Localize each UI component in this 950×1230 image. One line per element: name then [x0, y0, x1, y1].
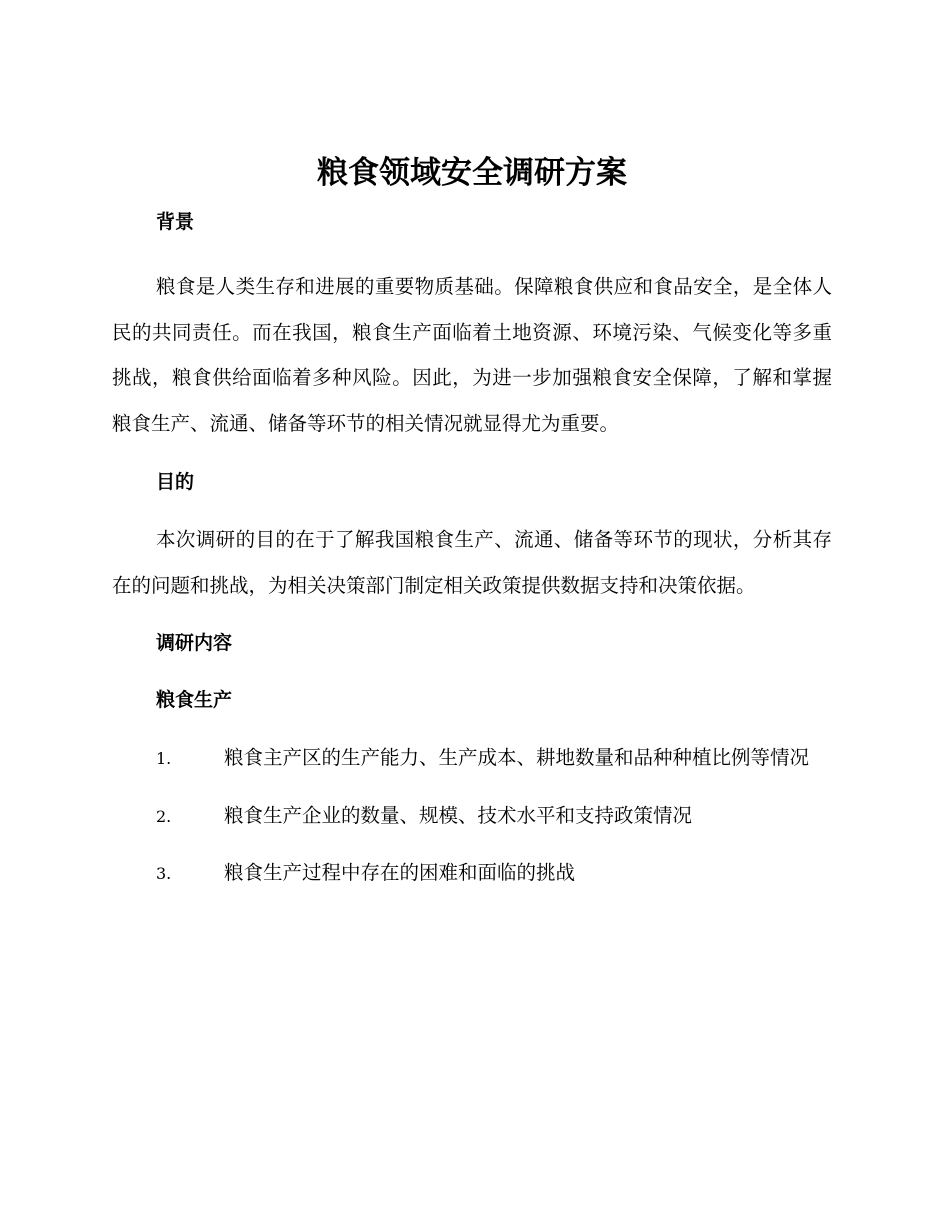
list-item-number: 3. [156, 864, 172, 883]
list-item-text: 粮食生产过程中存在的困难和面临的挑战 [224, 861, 576, 884]
section-heading-purpose: 目的 [156, 471, 195, 493]
list-item-number: 1. [156, 749, 172, 768]
document-title: 粮食领域安全调研方案 [317, 155, 627, 191]
purpose-paragraph: 本次调研的目的在于了解我国粮食生产、流通、储备等环节的现状，分析其存在的问题和挑战，为相关决策部门制定相关政策提供数据支持和决策依据。 [112, 528, 832, 597]
list-item-number: 2. [156, 806, 172, 826]
list-item [112, 850, 832, 897]
subsection-heading-grain-production: 粮食生产 [156, 689, 233, 711]
background-paragraph: 粮食是人类生存和进展的重要物质基础。保障粮食供应和食品安全，是全体人民的共同责任。而在我国，粮食生产面临着土地资源、环境污染、气候变化等多重挑战，粮食供给面临着多种风险。因此，为进一步加强粮食安全保障，了解和掌握粮食生产、流通、储备等环节的相关情况就显得尤为重要。 [112, 275, 832, 435]
section-heading-background: 背景 [156, 211, 195, 233]
list-item [112, 793, 832, 840]
list-item-text: 粮食主产区的生产能力、生产成本、耕地数量和品种种植比例等情况 [224, 746, 810, 769]
list-item-text: 粮食生产企业的数量、规模、技术水平和支持政策情况 [224, 803, 693, 827]
list-item [112, 735, 832, 782]
document-body [112, 150, 832, 897]
section-heading-research-content: 调研内容 [156, 632, 233, 654]
